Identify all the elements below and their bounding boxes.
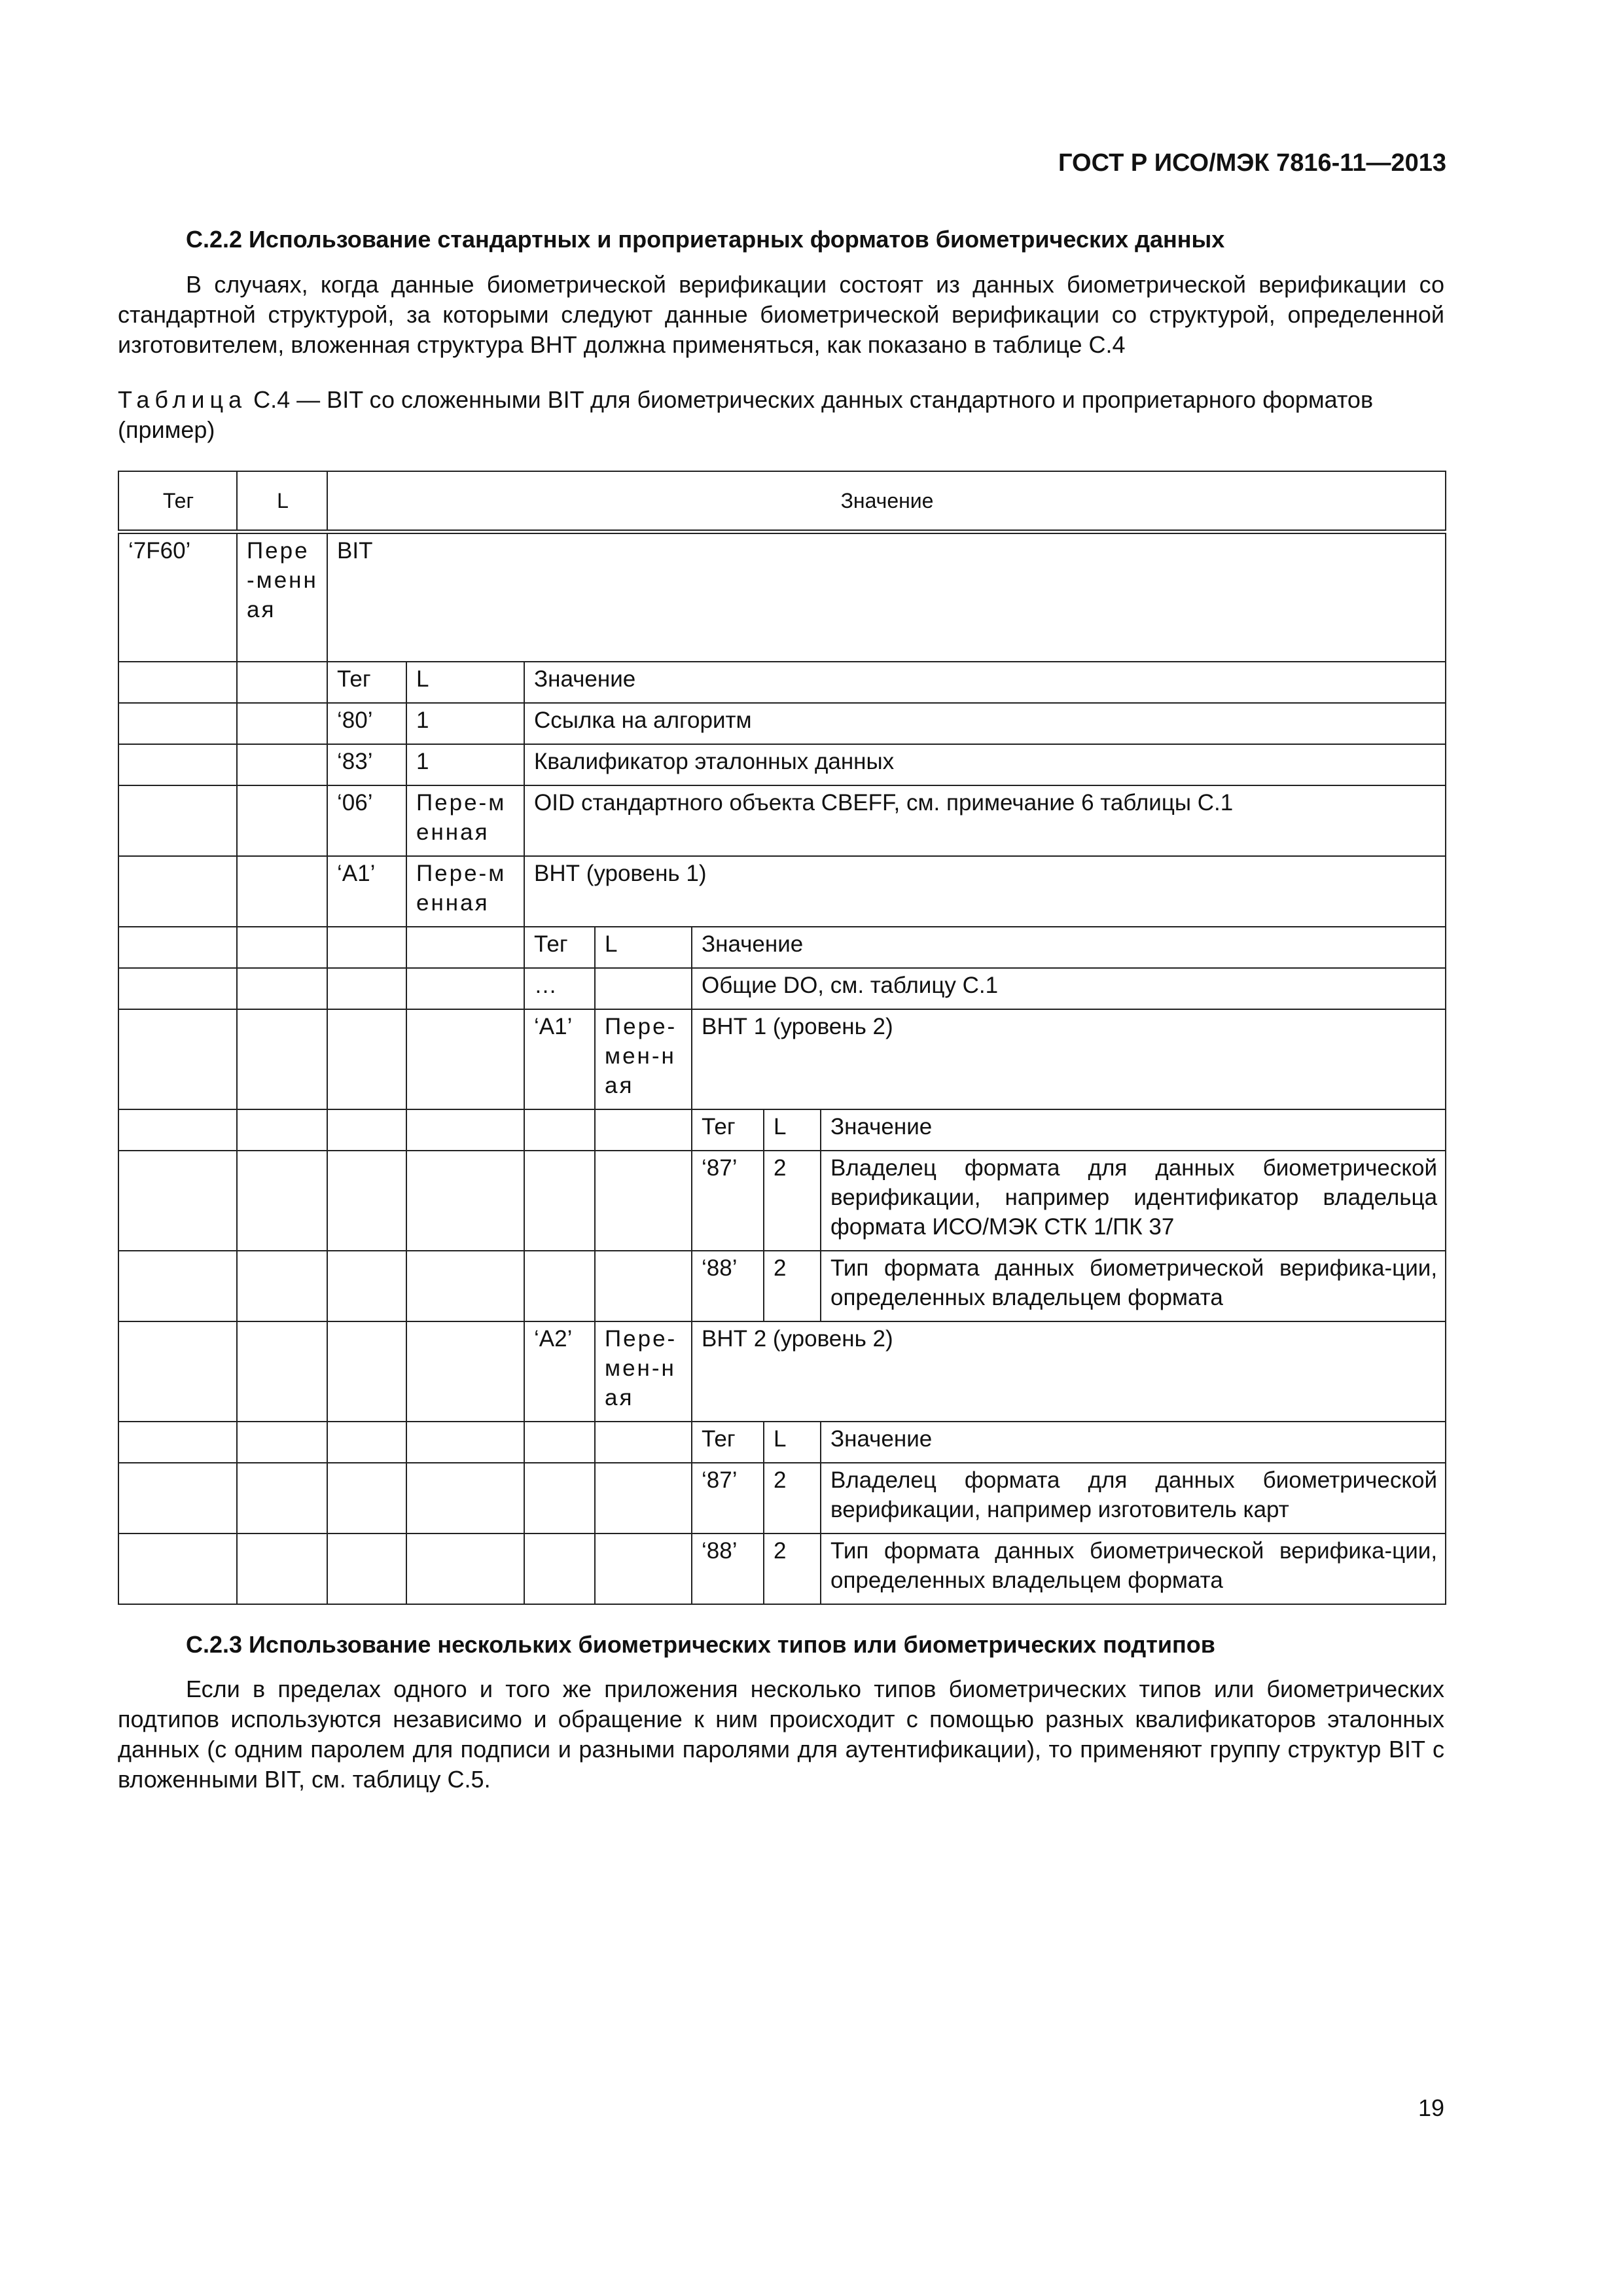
row-tag: ‘80’ <box>327 703 406 744</box>
table-row <box>118 1009 1446 1109</box>
row-tag: ‘87’ <box>692 1151 764 1251</box>
table-row <box>118 1463 1446 1534</box>
table-caption-text: С.4 — BIT со сложенными BIT для биометрических данных стандартного и проприетарного форматов (пример) <box>118 386 1374 443</box>
row-tag: ‘A1’ <box>327 856 406 927</box>
table-row <box>118 662 1446 703</box>
row-length: L <box>764 1109 821 1151</box>
row-length: Пере-менная <box>406 785 524 856</box>
table-row <box>118 532 1446 662</box>
table-row <box>118 785 1446 856</box>
row-value: ВНТ (уровень 1) <box>524 856 1446 927</box>
row-tag: Тег <box>692 1422 764 1463</box>
row-length: Пере-мен-ная <box>595 1009 692 1109</box>
table-row <box>118 1422 1446 1463</box>
table-row <box>118 856 1446 927</box>
table-caption-prefix: Таблица <box>118 386 247 413</box>
table-row <box>118 927 1446 968</box>
row-value: Владелец формата для данных биометрической верификации, например идентификатор владельца формата ИСО/МЭК СТК 1/ПК 37 <box>821 1151 1446 1251</box>
row-tag: Тег <box>692 1109 764 1151</box>
row-value: Значение <box>692 927 1446 968</box>
row-length: Пере-менная <box>406 856 524 927</box>
table-row <box>118 1109 1446 1151</box>
section-c22-paragraph: В случаях, когда данные биометрической верификации состоят из данных биометрической верификации со стандартной структурой, за которыми следуют данные биометрической верификации со структурой, определенной изготовителем, вложенная структура ВНТ должна применяться, как показано в таблице С.4 <box>118 271 1444 358</box>
row-tag: ‘88’ <box>692 1251 764 1321</box>
row-value: Значение <box>524 662 1446 703</box>
row-length: L <box>406 662 524 703</box>
table-row <box>118 1534 1446 1604</box>
row-value: Тип формата данных биометрической верифика-ции, определенных владельцем формата <box>821 1251 1446 1321</box>
table-row <box>118 744 1446 785</box>
row-length: 2 <box>764 1463 821 1534</box>
row-tag: Тег <box>327 662 406 703</box>
bit-structure-table <box>118 471 1446 1605</box>
row-length: 2 <box>764 1251 821 1321</box>
section-c23-title: С.2.3 Использование нескольких биометрических типов или биометрических подтипов <box>186 1631 1215 1658</box>
row-tag: ‘87’ <box>692 1463 764 1534</box>
row-tag: ‘88’ <box>692 1534 764 1604</box>
row-value: Квалификатор эталонных данных <box>524 744 1446 785</box>
row-length: Пере-менная <box>237 532 327 662</box>
table-row <box>118 1251 1446 1321</box>
row-length: 2 <box>764 1151 821 1251</box>
table-row <box>118 1321 1446 1422</box>
header-value: Значение <box>327 471 1446 532</box>
row-value: Общие DO, см. таблицу С.1 <box>692 968 1446 1009</box>
header-tag: Тег <box>118 471 237 532</box>
row-value: Владелец формата для данных биометрической верификации, например изготовитель карт <box>821 1463 1446 1534</box>
table-header-row <box>118 471 1446 532</box>
row-value: ВНТ 1 (уровень 2) <box>692 1009 1446 1109</box>
row-tag: ‘A2’ <box>524 1321 595 1422</box>
row-length: 1 <box>406 744 524 785</box>
page-number: 19 <box>1418 2094 1444 2121</box>
row-tag: … <box>524 968 595 1009</box>
table-row <box>118 1151 1446 1251</box>
row-tag: ‘83’ <box>327 744 406 785</box>
row-length: L <box>764 1422 821 1463</box>
table-row <box>118 703 1446 744</box>
row-length: 2 <box>764 1534 821 1604</box>
header-l: L <box>237 471 327 532</box>
row-tag: ‘06’ <box>327 785 406 856</box>
section-c22-title: С.2.2 Использование стандартных и проприетарных форматов биометрических данных <box>186 226 1225 253</box>
row-length: 1 <box>406 703 524 744</box>
row-value: Значение <box>821 1109 1446 1151</box>
section-c23-paragraph: Если в пределах одного и того же приложения несколько типов биометрических типов или биометрических подтипов используются независимо и обращение к ним происходит с помощью разных квалификаторов эталонных данных (с одним паролем для подписи и разными паролями для аутентификации), то применяют группу структур BIT с вложенными BIT, см. таблицу С.5. <box>118 1676 1444 1793</box>
row-value: OID стандартного объекта CBEFF, см. примечание 6 таблицы С.1 <box>524 785 1446 856</box>
row-value: ВНТ 2 (уровень 2) <box>692 1321 1446 1422</box>
table-caption <box>118 385 1444 445</box>
row-value: Ссылка на алгоритм <box>524 703 1446 744</box>
table-row <box>118 968 1446 1009</box>
row-tag: ‘7F60’ <box>118 532 237 662</box>
row-length: L <box>595 927 692 968</box>
row-length: Пере-мен-ная <box>595 1321 692 1422</box>
row-value: Значение <box>821 1422 1446 1463</box>
row-value: BIT <box>327 532 1446 662</box>
row-tag: ‘A1’ <box>524 1009 595 1109</box>
row-tag: Тег <box>524 927 595 968</box>
row-value: Тип формата данных биометрической верифика-ции, определенных владельцем формата <box>821 1534 1446 1604</box>
document-standard-header: ГОСТ Р ИСО/МЭК 7816-11—2013 <box>1058 149 1446 177</box>
